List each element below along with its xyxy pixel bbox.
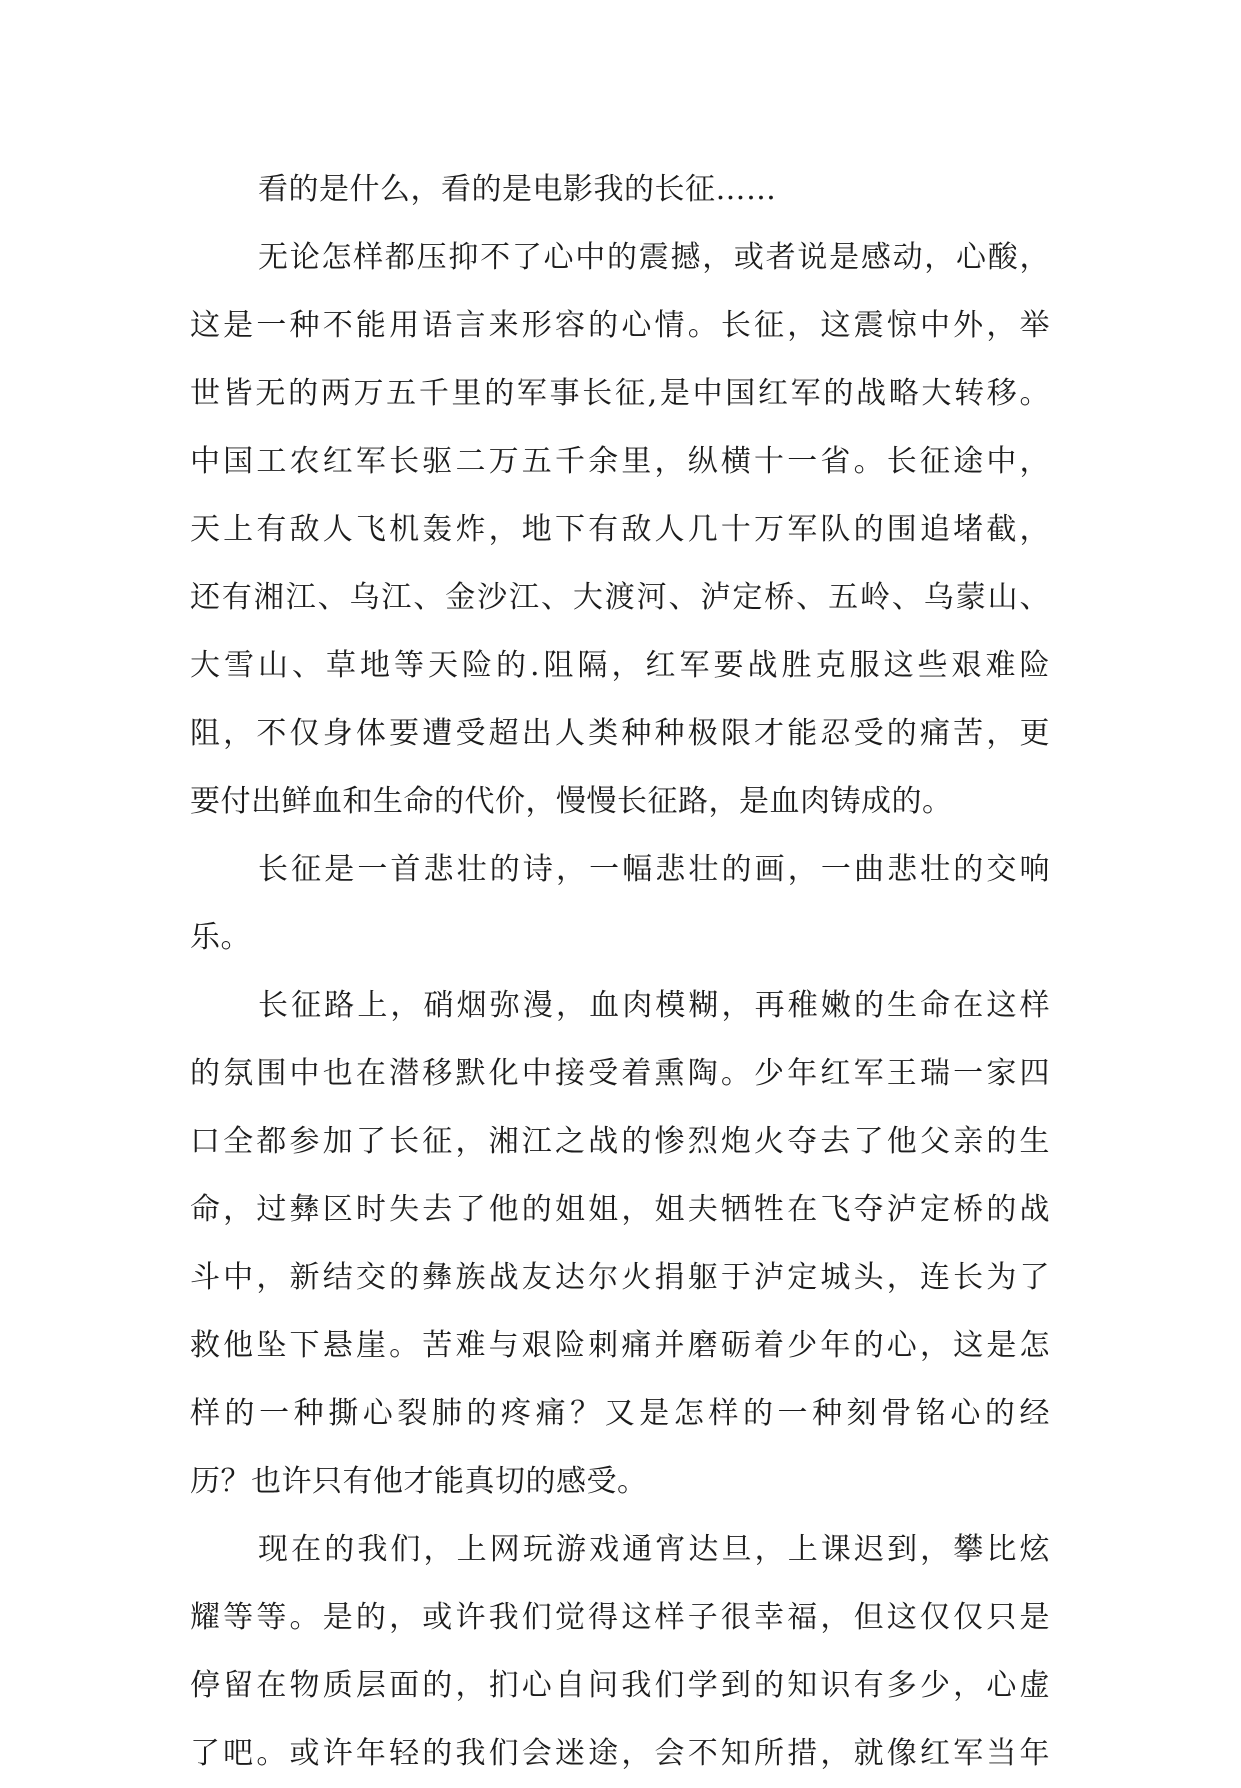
paragraph-5 [190,1516,1050,1788]
paragraph-2 [190,224,1050,836]
text-line: 的氛围中也在潜移默化中接受着熏陶。少年红军王瑞一家四 [190,1056,1050,1091]
text-line: 看的是什么，看的是电影我的长征…… [258,172,777,207]
text-line: 样的一种撕心裂肺的疼痛？又是怎样的一种刻骨铭心的经 [190,1396,1050,1431]
text-line: 大雪山、草地等天险的.阻隔，红军要战胜克服这些艰难险 [190,648,1050,683]
text-line: 耀等等。是的，或许我们觉得这样子很幸福，但这仅仅只是 [190,1600,1050,1635]
text-line: 长征路上，硝烟弥漫，血肉模糊，再稚嫩的生命在这样 [258,988,1050,1023]
text-line: 历？也许只有他才能真切的感受。 [190,1464,648,1499]
text-line: 阻，不仅身体要遭受超出人类种种极限才能忍受的痛苦，更 [190,716,1050,751]
text-line: 停留在物质层面的，扪心自问我们学到的知识有多少，心虚 [190,1668,1050,1703]
text-line: 乐。 [190,920,251,955]
text-line: 中国工农红军长驱二万五千余里，纵横十一省。长征途中， [190,444,1050,479]
text-line: 命，过彝区时失去了他的姐姐，姐夫牺牲在飞夺泸定桥的战 [190,1192,1050,1227]
paragraph-4 [190,972,1050,1516]
text-line: 长征是一首悲壮的诗，一幅悲壮的画，一曲悲壮的交响 [258,852,1050,887]
text-line: 这是一种不能用语言来形容的心情。长征，这震惊中外，举 [190,308,1050,343]
text-line: 无论怎样都压抑不了心中的震撼，或者说是感动，心酸， [258,240,1050,275]
text-line: 还有湘江、乌江、金沙江、大渡河、泸定桥、五岭、乌蒙山、 [190,580,1050,615]
text-line: 了吧。或许年轻的我们会迷途，会不知所措，就像红军当年 [190,1736,1050,1771]
text-line: 救他坠下悬崖。苦难与艰险刺痛并磨砺着少年的心，这是怎 [190,1328,1050,1363]
text-line: 世皆无的两万五千里的军事长征,是中国红军的战略大转移。 [190,376,1050,411]
paragraph-3 [190,836,1050,972]
document-body [190,156,1050,1788]
text-line: 现在的我们，上网玩游戏通宵达旦，上课迟到，攀比炫 [258,1532,1050,1567]
text-line: 斗中，新结交的彝族战友达尔火捐躯于泸定城头，连长为了 [190,1260,1050,1295]
text-line: 要付出鲜血和生命的代价，慢慢长征路，是血肉铸成的。 [190,784,953,819]
text-line: 天上有敌人飞机轰炸，地下有敌人几十万军队的围追堵截， [190,512,1050,547]
text-line: 口全都参加了长征，湘江之战的惨烈炮火夺去了他父亲的生 [190,1124,1050,1159]
paragraph-1 [190,156,1050,224]
